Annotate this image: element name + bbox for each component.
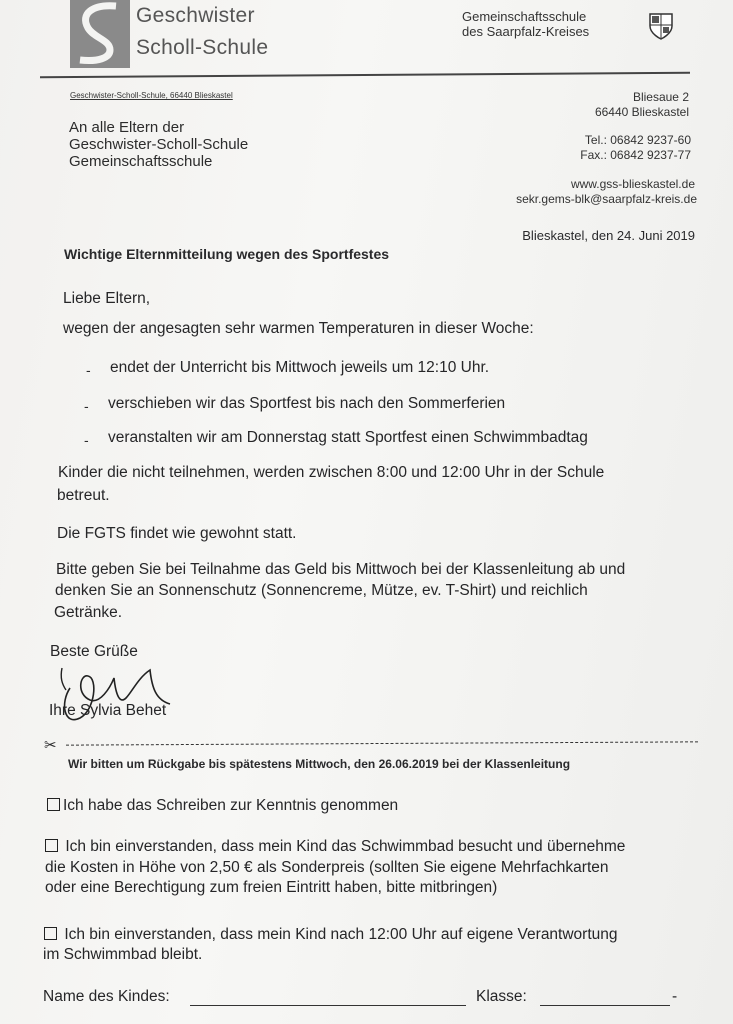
school-logo-s-icon: [70, 0, 130, 68]
address-email: sekr.gems-blk@saarpfalz-kreis.de: [516, 192, 697, 206]
option-swimming-label-line3: oder eine Berechtigung zum freien Eintritt haben, bitte mitbringen): [45, 879, 498, 896]
school-name-line1: Geschwister: [136, 4, 255, 27]
child-name-field[interactable]: [190, 1005, 466, 1006]
checkbox-stay[interactable]: [44, 927, 57, 940]
option-acknowledged: [47, 797, 398, 815]
class-label: Klasse:: [476, 988, 527, 1005]
recipient-line1: An alle Eltern der: [69, 119, 185, 136]
recipient-line3: Gemeinschaftsschule: [69, 153, 213, 170]
option-stay-label-line1: Ich bin einverstanden, dass mein Kind nach 12:00 Uhr auf eigene Verantwortung: [64, 926, 618, 943]
bullet-item: veranstalten wir am Donnerstag statt Sportfest einen Schwimmbadtag: [108, 429, 588, 446]
greeting: Liebe Eltern,: [63, 290, 151, 307]
bullet-marker: -: [84, 398, 89, 414]
closing: Beste Grüße: [50, 643, 138, 660]
money-paragraph-line3: Getränke.: [54, 604, 123, 621]
care-paragraph-line1: Kinder die nicht teilnehmen, werden zwischen 8:00 und 12:00 Uhr in der Schule: [58, 464, 605, 481]
address-fax: Fax.: 06842 9237-77: [580, 148, 691, 162]
header-right-line2: des Saarpfalz-Kreises: [462, 24, 590, 39]
option-stay-label-line2: im Schwimmbad bleibt.: [43, 946, 203, 963]
return-notice: Wir bitten um Rückgabe bis spätestens Mittwoch, den 26.06.2019 bei der Klassenleitung: [68, 757, 571, 771]
address-web: www.gss-blieskastel.de: [570, 177, 695, 191]
option-swimming-label-line2: die Kosten in Höhe von 2,50 € als Sonderpreis (sollten Sie eigene Mehrfachkarten: [45, 859, 609, 876]
care-paragraph-line2: betreut.: [57, 487, 110, 504]
child-name-label: Name des Kindes:: [43, 988, 170, 1005]
letter-date: Blieskastel, den 24. Juni 2019: [522, 228, 695, 243]
bullet-item: endet der Unterricht bis Mittwoch jeweils um 12:10 Uhr.: [110, 359, 490, 376]
checkbox-swimming[interactable]: [45, 839, 58, 852]
recipient-line2: Geschwister-Scholl-Schule: [69, 136, 249, 153]
bullet-marker: -: [86, 362, 91, 378]
money-paragraph-line2: denken Sie an Sonnenschutz (Sonnencreme, Mütze, ev. T-Shirt) und reichlich: [55, 582, 588, 599]
coat-of-arms-icon: [648, 12, 674, 40]
letter-subject: Wichtige Elternmitteilung wegen des Sportfestes: [64, 246, 390, 262]
cut-line: [66, 741, 698, 745]
class-field[interactable]: [540, 1005, 670, 1006]
bullet-item: verschieben wir das Sportfest bis nach den Sommerferien: [108, 395, 506, 412]
address-city: 66440 Blieskastel: [594, 105, 689, 119]
header-divider: [40, 72, 690, 79]
option-acknowledged-label: Ich habe das Schreiben zur Kenntnis genommen: [63, 797, 399, 814]
option-swimming-label-line1: Ich bin einverstanden, dass mein Kind das Schwimmbad besucht und übernehme: [65, 838, 626, 855]
address-street: Bliesaue 2: [632, 90, 689, 104]
address-tel: Tel.: 06842 9237-60: [584, 133, 691, 147]
option-swimming: [45, 838, 625, 856]
money-paragraph-line1: Bitte geben Sie bei Teilnahme das Geld bis Mittwoch bei der Klassenleitung ab und: [56, 561, 626, 578]
school-name-line2: Scholl-Schule: [136, 36, 269, 59]
intro-line: wegen der angesagten sehr warmen Temperaturen in dieser Woche:: [63, 320, 534, 337]
bullet-marker: -: [84, 432, 89, 448]
scissors-icon: ✂: [44, 737, 57, 754]
signer-name: Ihre Sylvia Behet: [49, 702, 167, 719]
sender-line: Geschwister-Scholl-Schule, 66440 Blieskastel: [70, 91, 233, 100]
trailing-mark: -: [672, 988, 678, 1005]
option-stay: [44, 926, 618, 944]
checkbox-acknowledged[interactable]: [47, 798, 60, 811]
fgts-paragraph: Die FGTS findet wie gewohnt statt.: [57, 525, 297, 542]
header-right-line1: Gemeinschaftsschule: [462, 9, 587, 24]
